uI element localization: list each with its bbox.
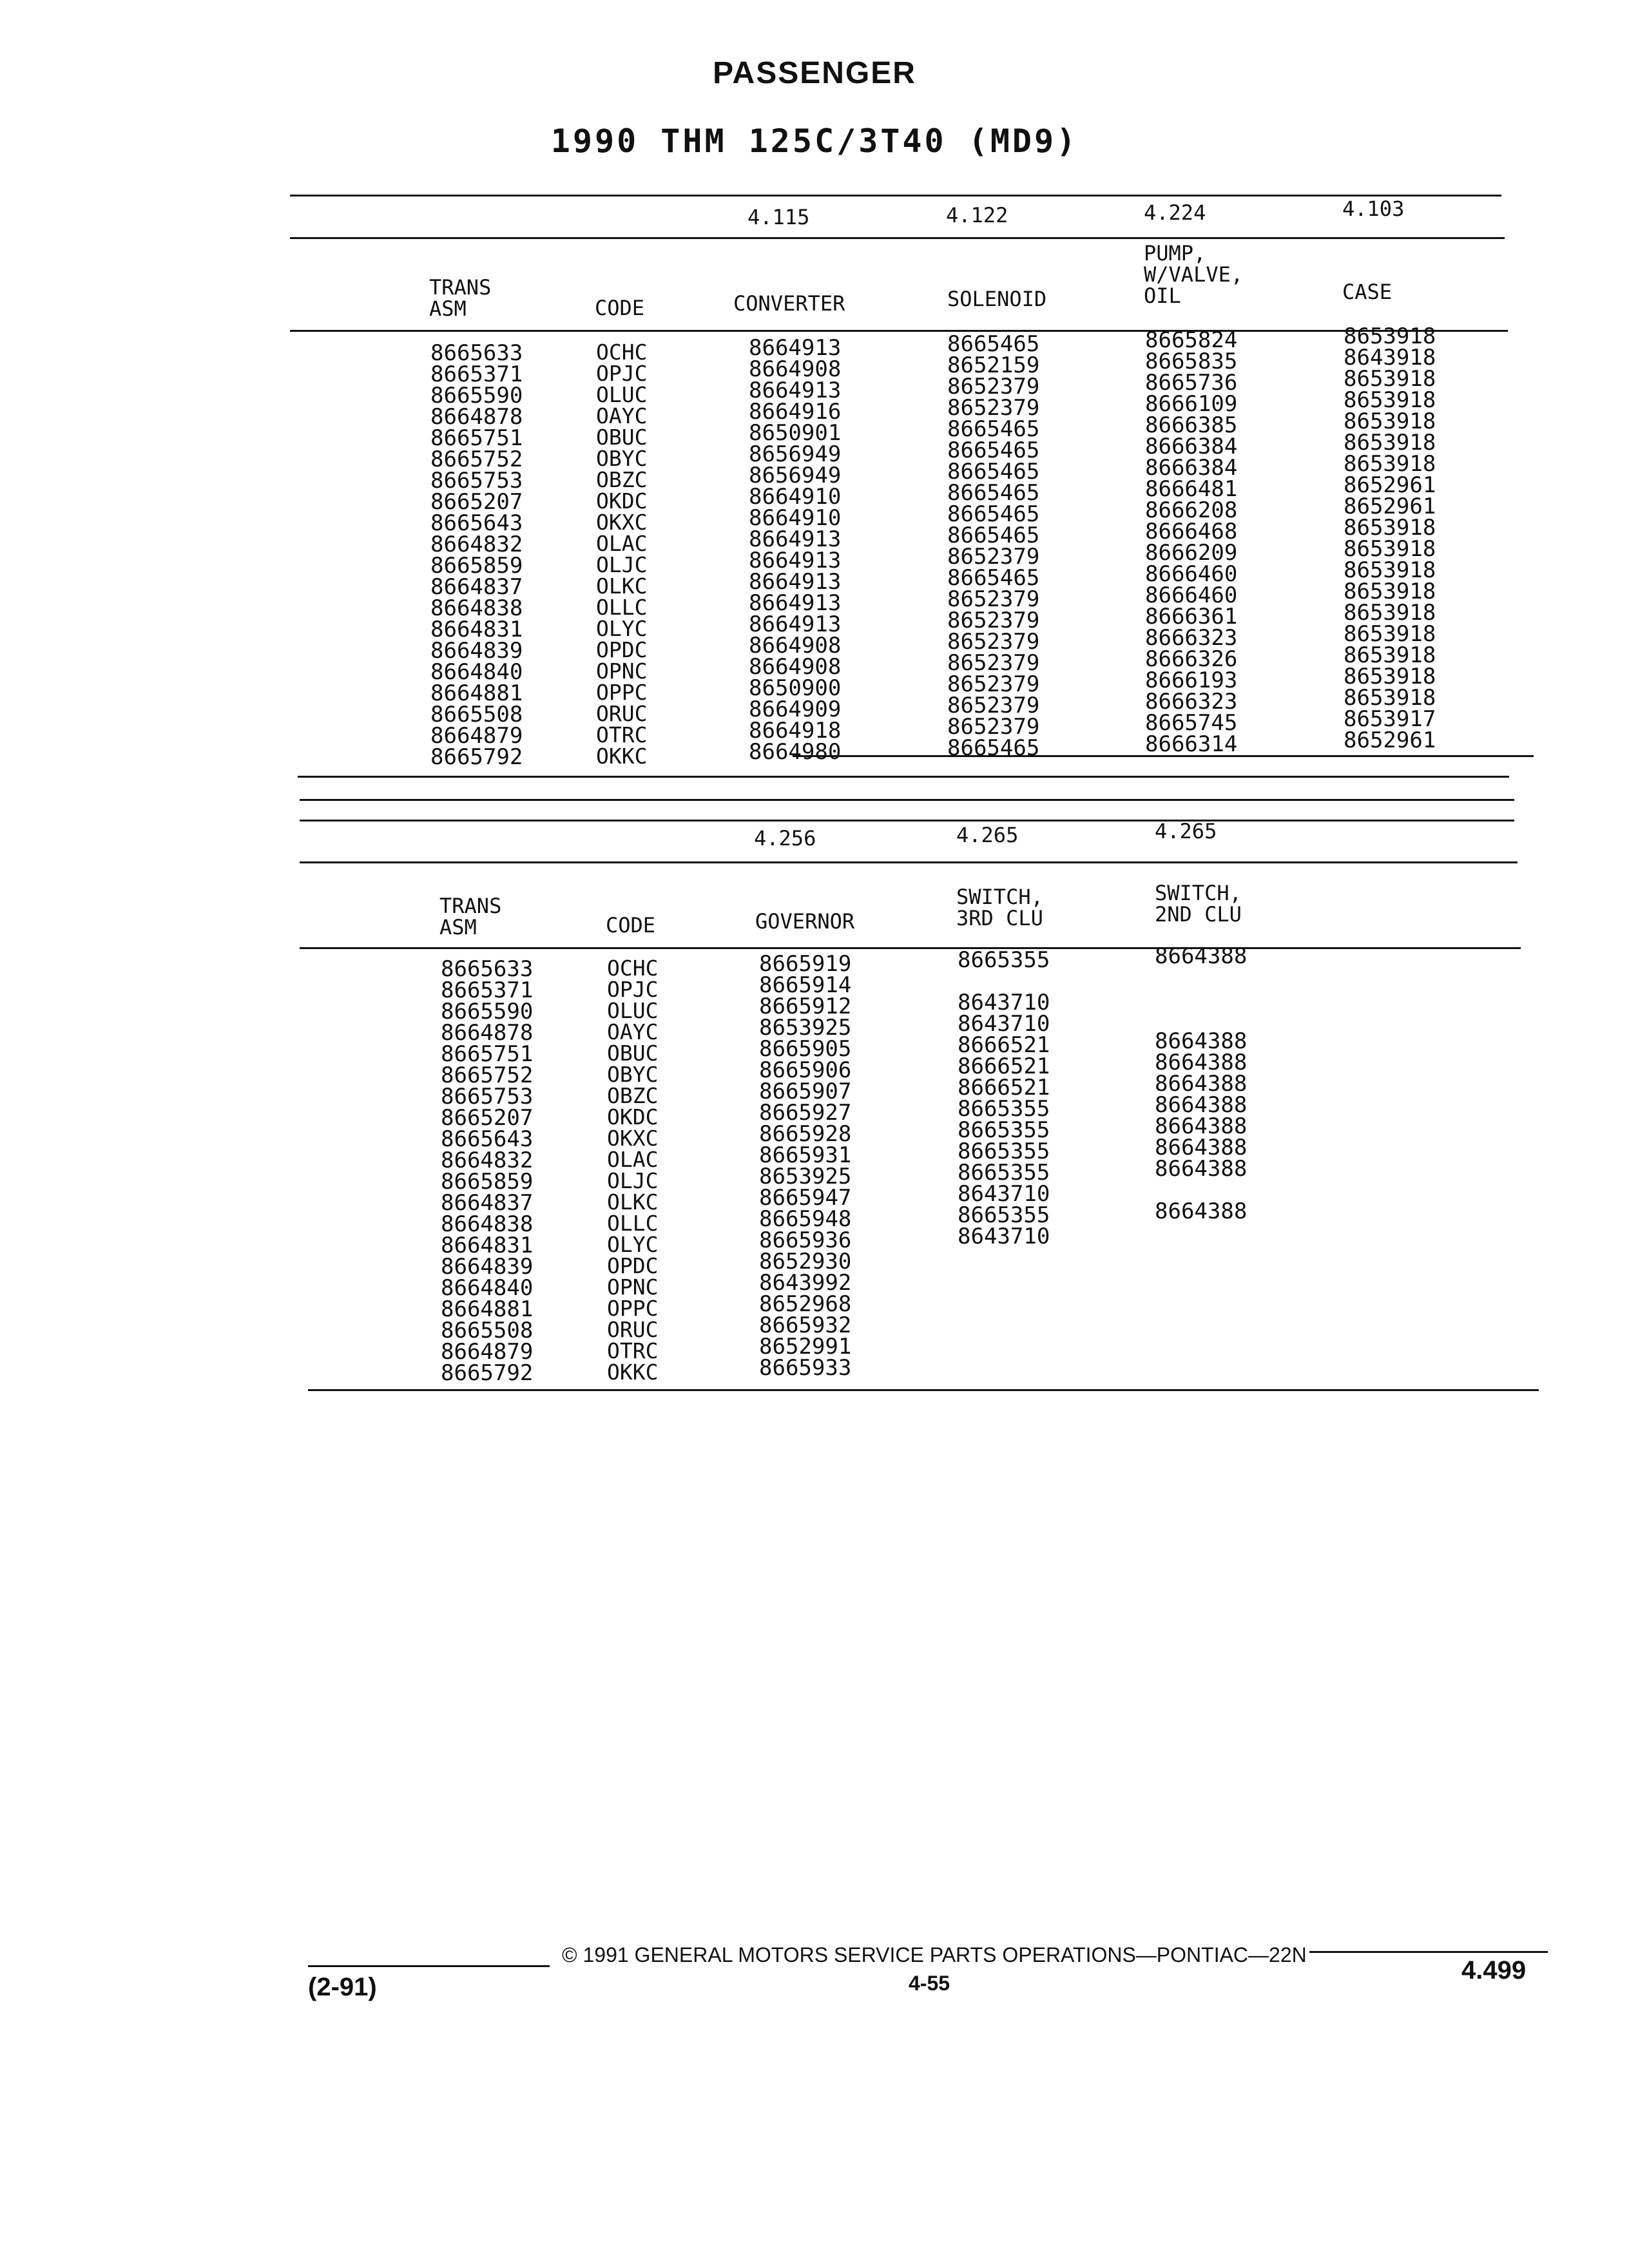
code-cell: OKXC <box>596 510 648 535</box>
pump-cell: 8666361 <box>1145 604 1238 629</box>
code-cell: OLYC <box>596 616 648 641</box>
pump-cell: 8666481 <box>1145 476 1238 502</box>
trans-asm-cell: 8665792 <box>441 1360 534 1386</box>
governor-cell: 8665914 <box>759 972 852 998</box>
governor-cell: 8665907 <box>759 1079 852 1104</box>
case-cell: 8652961 <box>1344 727 1436 753</box>
trans-asm-cell: 8665792 <box>430 744 523 770</box>
case-cell: 8653918 <box>1344 536 1436 562</box>
trans-asm-cell: 8665207 <box>441 1105 534 1131</box>
code-cell: OPDC <box>596 637 648 662</box>
solenoid-cell: 8665465 <box>947 501 1040 527</box>
column-trans-asm-2 <box>441 956 534 1386</box>
code-cell: OLYC <box>607 1232 659 1257</box>
column-switch-3rd <box>958 947 1050 1375</box>
converter-cell: 8664910 <box>749 484 842 510</box>
header-switch-2nd: SWITCH, 2ND CLU <box>1155 881 1242 927</box>
solenoid-cell: 8652159 <box>947 352 1040 378</box>
converter-cell: 8664918 <box>749 718 842 744</box>
governor-cell: 8665948 <box>759 1206 852 1232</box>
case-cell: 8653918 <box>1344 430 1436 456</box>
table-2-upper-rule <box>300 820 1514 822</box>
code-cell: OKDC <box>607 1104 659 1129</box>
governor-cell: 8665933 <box>759 1355 852 1381</box>
converter-cell: 8664980 <box>749 739 842 765</box>
switch-3rd-cell <box>958 1311 1050 1332</box>
switch-3rd-cell <box>958 1332 1050 1354</box>
converter-cell: 8664908 <box>749 356 842 382</box>
trans-asm-cell: 8664831 <box>441 1233 534 1258</box>
solenoid-cell: 8665465 <box>947 416 1040 442</box>
case-cell: 8652961 <box>1344 472 1436 498</box>
governor-cell: 8652930 <box>759 1249 852 1274</box>
trans-asm-cell: 8665508 <box>430 702 523 727</box>
solenoid-cell: 8665465 <box>947 480 1040 506</box>
ref-case: 4.103 <box>1342 197 1405 221</box>
case-cell: 8653917 <box>1344 706 1436 732</box>
header-converter: CONVERTER <box>733 291 845 316</box>
case-cell: 8653918 <box>1344 685 1436 711</box>
code-cell: OLAC <box>607 1147 659 1172</box>
code-cell: OAYC <box>596 403 648 428</box>
solenoid-cell: 8665465 <box>947 437 1040 463</box>
case-cell: 8653918 <box>1344 664 1436 689</box>
converter-cell: 8664908 <box>749 654 842 680</box>
code-cell: OBZC <box>596 467 648 492</box>
pump-cell: 8666323 <box>1145 625 1238 651</box>
code-cell: OPPC <box>607 1296 659 1321</box>
governor-cell: 8653925 <box>759 1164 852 1189</box>
governor-cell: 8665906 <box>759 1057 852 1083</box>
case-cell: 8653918 <box>1344 621 1436 647</box>
trans-asm-cell: 8664839 <box>441 1254 534 1280</box>
header-code: CODE <box>595 296 645 320</box>
trans-asm-cell: 8665643 <box>430 510 523 536</box>
trans-asm-cell: 8665751 <box>430 425 523 451</box>
governor-cell: 8665932 <box>759 1312 852 1338</box>
trans-asm-cell: 8665859 <box>430 553 523 579</box>
switch-2nd-cell <box>1155 1244 1247 1265</box>
converter-cell: 8664913 <box>749 335 842 361</box>
converter-cell: 8650900 <box>749 675 842 701</box>
ref-governor: 4.256 <box>754 826 816 850</box>
solenoid-cell: 8652379 <box>947 650 1040 676</box>
switch-2nd-cell: 8664388 <box>1155 1028 1248 1054</box>
trans-asm-cell: 8665643 <box>441 1126 534 1152</box>
governor-cell: 8665947 <box>759 1185 852 1211</box>
solenoid-cell: 8652379 <box>947 629 1040 655</box>
pump-cell: 8666460 <box>1145 582 1238 608</box>
table-2-bottom-rule <box>308 1389 1539 1391</box>
column-trans-asm <box>430 340 523 770</box>
governor-cell: 8665912 <box>759 994 852 1019</box>
trans-asm-cell: 8664837 <box>441 1190 534 1216</box>
code-cell: OBUC <box>607 1041 659 1066</box>
trans-asm-cell: 8664879 <box>430 723 523 749</box>
code-cell: OLAC <box>596 531 648 556</box>
code-cell: OBUC <box>596 425 648 450</box>
switch-3rd-cell: 8643710 <box>958 1181 1050 1207</box>
switch-3rd-cell: 8665355 <box>958 1096 1050 1122</box>
switch-3rd-cell: 8665355 <box>958 1160 1050 1186</box>
column-governor <box>759 951 852 1381</box>
switch-3rd-cell: 8665355 <box>958 1139 1050 1164</box>
code-cell: OKKC <box>607 1360 659 1385</box>
trans-asm-cell: 8664838 <box>441 1211 534 1237</box>
switch-3rd-cell: 8665355 <box>958 947 1050 973</box>
pump-cell: 8666385 <box>1145 412 1238 438</box>
solenoid-cell: 8665465 <box>947 459 1040 485</box>
switch-3rd-cell <box>958 1290 1050 1311</box>
pump-cell: 8665736 <box>1145 370 1238 396</box>
ref-solenoid: 4.122 <box>946 203 1008 227</box>
case-cell: 8653918 <box>1344 323 1436 349</box>
converter-cell: 8664909 <box>749 697 842 722</box>
switch-2nd-cell: 8664388 <box>1155 1071 1248 1097</box>
code-cell: OPPC <box>596 680 648 705</box>
header-pump: PUMP, W/VALVE, OIL <box>1144 241 1244 308</box>
governor-cell: 8665928 <box>759 1121 852 1147</box>
ref-switch-2nd: 4.265 <box>1155 819 1217 843</box>
trans-asm-cell: 8664878 <box>430 404 523 430</box>
header-case: CASE <box>1342 280 1393 304</box>
solenoid-cell: 8652379 <box>947 544 1040 570</box>
trans-asm-cell: 8665859 <box>441 1169 534 1195</box>
trans-asm-cell: 8665633 <box>430 340 523 366</box>
converter-cell: 8664913 <box>749 526 842 552</box>
table-2-ref-rule <box>300 861 1518 863</box>
footer-copyright: © 1991 GENERAL MOTORS SERVICE PARTS OPERATIONS—PONTIAC—22N <box>562 1943 1307 1966</box>
case-cell: 8643918 <box>1344 345 1436 370</box>
table-1-header-rule <box>290 330 1508 332</box>
solenoid-cell: 8652379 <box>947 374 1040 399</box>
column-code-2 <box>607 957 658 1383</box>
switch-2nd-cell: 8664388 <box>1155 943 1248 969</box>
code-cell: OBZC <box>607 1083 659 1108</box>
case-cell: 8653918 <box>1344 600 1436 626</box>
ref-switch-3rd: 4.265 <box>956 823 1019 847</box>
code-cell: OKXC <box>607 1126 659 1151</box>
solenoid-cell: 8652379 <box>947 395 1040 421</box>
trans-asm-cell: 8665633 <box>441 956 534 982</box>
pump-cell: 8666384 <box>1145 434 1238 459</box>
trans-asm-cell: 8665751 <box>441 1041 534 1067</box>
column-code <box>596 341 647 767</box>
switch-2nd-cell: 8664388 <box>1155 1092 1248 1118</box>
pump-cell: 8666208 <box>1145 497 1238 523</box>
case-cell: 8653918 <box>1344 408 1436 434</box>
code-cell: OLLC <box>607 1211 659 1236</box>
switch-2nd-cell <box>1155 1307 1247 1329</box>
switch-2nd-cell: 8664388 <box>1155 1198 1248 1224</box>
header-trans-asm-2: TRANS ASM <box>439 894 502 939</box>
table-1-ref-rule <box>290 237 1505 239</box>
switch-3rd-cell <box>958 1269 1050 1290</box>
governor-cell: 8665927 <box>759 1100 852 1126</box>
header-switch-3rd: SWITCH, 3RD CLU <box>956 885 1043 930</box>
header-governor: GOVERNOR <box>755 909 855 934</box>
pump-cell: 8666323 <box>1145 689 1238 715</box>
ref-pump: 4.224 <box>1144 200 1206 225</box>
case-cell: 8653918 <box>1344 366 1436 392</box>
solenoid-cell: 8665465 <box>947 565 1040 591</box>
case-cell: 8653918 <box>1344 451 1436 477</box>
switch-3rd-cell: 8643710 <box>958 1011 1050 1037</box>
solenoid-cell: 8652379 <box>947 586 1040 612</box>
trans-asm-cell: 8664839 <box>430 638 523 664</box>
trans-asm-cell: 8664881 <box>441 1296 534 1322</box>
footer-section-number: 4.499 <box>1461 1956 1527 1984</box>
code-cell: ORUC <box>607 1317 659 1342</box>
trans-asm-cell: 8665508 <box>441 1318 534 1343</box>
converter-cell: 8650901 <box>749 420 842 446</box>
converter-cell: 8664913 <box>749 548 842 573</box>
trans-asm-cell: 8664840 <box>441 1275 534 1301</box>
table-1-top-rule <box>290 195 1501 197</box>
trans-asm-cell: 8664831 <box>430 617 523 642</box>
code-cell: OTRC <box>596 722 648 747</box>
column-pump <box>1145 327 1238 757</box>
column-converter <box>749 335 842 765</box>
code-cell: OPJC <box>596 361 648 386</box>
code-cell: OPNC <box>607 1274 659 1300</box>
code-cell: ORUC <box>596 701 648 726</box>
solenoid-cell: 8652379 <box>947 714 1040 740</box>
footer-rule-left <box>308 1965 550 1967</box>
pump-cell: 8666109 <box>1145 391 1238 417</box>
trans-asm-cell: 8664878 <box>441 1020 534 1046</box>
trans-asm-cell: 8665752 <box>441 1062 534 1088</box>
converter-cell: 8664913 <box>749 569 842 595</box>
switch-3rd-cell: 8666521 <box>958 1032 1050 1058</box>
code-cell: OTRC <box>607 1338 659 1363</box>
trans-asm-cell: 8665207 <box>430 489 523 515</box>
code-cell: OKDC <box>596 488 648 514</box>
governor-cell: 8653925 <box>759 1015 852 1041</box>
column-case <box>1344 323 1436 753</box>
governor-cell: 8665905 <box>759 1036 852 1062</box>
converter-cell: 8664913 <box>749 590 842 616</box>
case-cell: 8652961 <box>1344 494 1436 519</box>
converter-cell: 8664913 <box>749 378 842 403</box>
header-trans-asm: TRANS ASM <box>429 275 492 321</box>
switch-2nd-cell <box>1155 1329 1247 1350</box>
switch-3rd-cell: 8666521 <box>958 1053 1050 1079</box>
case-cell: 8653918 <box>1344 642 1436 668</box>
trans-asm-cell: 8664832 <box>430 532 523 557</box>
converter-cell: 8664916 <box>749 399 842 425</box>
code-cell: OPJC <box>607 977 659 1002</box>
code-cell: OLJC <box>607 1168 659 1193</box>
case-cell: 8653918 <box>1344 557 1436 583</box>
trans-asm-cell: 8664881 <box>430 680 523 706</box>
trans-asm-cell: 8664879 <box>441 1339 534 1365</box>
code-cell: OCHC <box>596 340 648 365</box>
trans-asm-cell: 8665752 <box>430 447 523 472</box>
trans-asm-cell: 8665753 <box>441 1084 534 1110</box>
trans-asm-cell: 8665590 <box>430 383 523 408</box>
code-cell: OAYC <box>607 1019 659 1044</box>
switch-3rd-cell: 8643710 <box>958 990 1050 1015</box>
switch-2nd-cell: 8664388 <box>1155 1156 1248 1182</box>
footer-date-code: (2-91) <box>308 1973 377 2001</box>
table-1-end-rule-right <box>793 755 1534 757</box>
pump-cell: 8665745 <box>1145 710 1238 736</box>
pump-cell: 8666193 <box>1145 668 1238 693</box>
trans-asm-cell: 8664832 <box>441 1148 534 1173</box>
table-2-header-rule <box>300 947 1521 949</box>
code-cell: OKKC <box>596 744 648 769</box>
trans-asm-cell: 8665590 <box>441 999 534 1024</box>
governor-cell: 8652991 <box>759 1334 852 1360</box>
trans-asm-cell: 8664840 <box>430 659 523 685</box>
code-cell: OLKC <box>607 1189 659 1215</box>
switch-3rd-cell: 8666521 <box>958 1075 1050 1100</box>
pump-cell: 8666468 <box>1145 519 1238 544</box>
code-cell: OLUC <box>596 382 648 407</box>
switch-2nd-cell <box>1155 1222 1247 1244</box>
switch-2nd-cell <box>1155 988 1247 1010</box>
solenoid-cell: 8652379 <box>947 671 1040 697</box>
switch-3rd-cell <box>958 1247 1050 1269</box>
switch-2nd-cell: 8664388 <box>1155 1135 1248 1160</box>
switch-2nd-cell: 8664388 <box>1155 1050 1248 1075</box>
page-title: PASSENGER <box>713 56 916 90</box>
table-2-top-rule <box>300 799 1514 801</box>
pump-cell: 8665835 <box>1145 349 1238 374</box>
case-cell: 8653918 <box>1344 387 1436 413</box>
governor-cell: 8665931 <box>759 1142 852 1168</box>
pump-cell: 8666384 <box>1145 455 1238 481</box>
converter-cell: 8656949 <box>749 441 842 467</box>
trans-asm-cell: 8665753 <box>430 468 523 494</box>
switch-2nd-cell <box>1155 1350 1247 1371</box>
switch-2nd-cell <box>1155 1265 1247 1286</box>
footer-page-local: 4-55 <box>909 1972 950 1995</box>
switch-3rd-cell: 8665355 <box>958 1117 1050 1143</box>
code-cell: OBYC <box>607 1062 659 1087</box>
ref-converter: 4.115 <box>747 205 810 229</box>
solenoid-cell: 8652379 <box>947 693 1040 718</box>
case-cell: 8653918 <box>1344 579 1436 604</box>
switch-3rd-cell: 8643710 <box>958 1224 1050 1249</box>
converter-cell: 8664913 <box>749 611 842 637</box>
pump-cell: 8666326 <box>1145 646 1238 672</box>
switch-3rd-cell <box>958 1354 1050 1375</box>
code-cell: OBYC <box>596 446 648 471</box>
solenoid-cell: 8665465 <box>947 523 1040 548</box>
switch-2nd-cell: 8664388 <box>1155 1113 1248 1139</box>
code-cell: OLJC <box>596 552 648 577</box>
code-cell: OPNC <box>596 658 648 684</box>
case-cell: 8653918 <box>1344 515 1436 541</box>
page-subtitle: 1990 THM 125C/3T40 (MD9) <box>550 122 1079 160</box>
pump-cell: 8665824 <box>1145 327 1238 353</box>
converter-cell: 8664910 <box>749 505 842 531</box>
table-1-bottom-rule <box>298 776 1509 778</box>
solenoid-cell: 8665465 <box>947 735 1040 761</box>
column-solenoid <box>947 331 1040 761</box>
code-cell: OLUC <box>607 998 659 1023</box>
trans-asm-cell: 8664837 <box>430 574 523 600</box>
trans-asm-cell: 8665371 <box>441 977 534 1003</box>
converter-cell: 8664908 <box>749 633 842 658</box>
switch-3rd-cell: 8665355 <box>958 1202 1050 1228</box>
code-cell: OLLC <box>596 595 648 620</box>
solenoid-cell: 8652379 <box>947 608 1040 633</box>
converter-cell: 8656949 <box>749 463 842 488</box>
trans-asm-cell: 8664838 <box>430 595 523 621</box>
pump-cell: 8666314 <box>1145 731 1238 757</box>
code-cell: OPDC <box>607 1253 659 1278</box>
pump-cell: 8666209 <box>1145 540 1238 566</box>
header-solenoid: SOLENOID <box>947 287 1047 311</box>
switch-2nd-cell <box>1155 1286 1247 1307</box>
pump-cell: 8666460 <box>1145 561 1238 587</box>
governor-cell: 8665919 <box>759 951 852 977</box>
solenoid-cell: 8665465 <box>947 331 1040 357</box>
code-cell: OLKC <box>596 573 648 599</box>
trans-asm-cell: 8665371 <box>430 361 523 387</box>
governor-cell: 8643992 <box>759 1270 852 1296</box>
governor-cell: 8665936 <box>759 1227 852 1253</box>
header-code-2: CODE <box>606 913 656 937</box>
code-cell: OCHC <box>607 956 659 981</box>
switch-2nd-cell <box>1155 967 1247 988</box>
column-switch-2nd <box>1155 943 1248 1371</box>
footer-rule-right <box>1309 1951 1548 1953</box>
governor-cell: 8652968 <box>759 1291 852 1317</box>
